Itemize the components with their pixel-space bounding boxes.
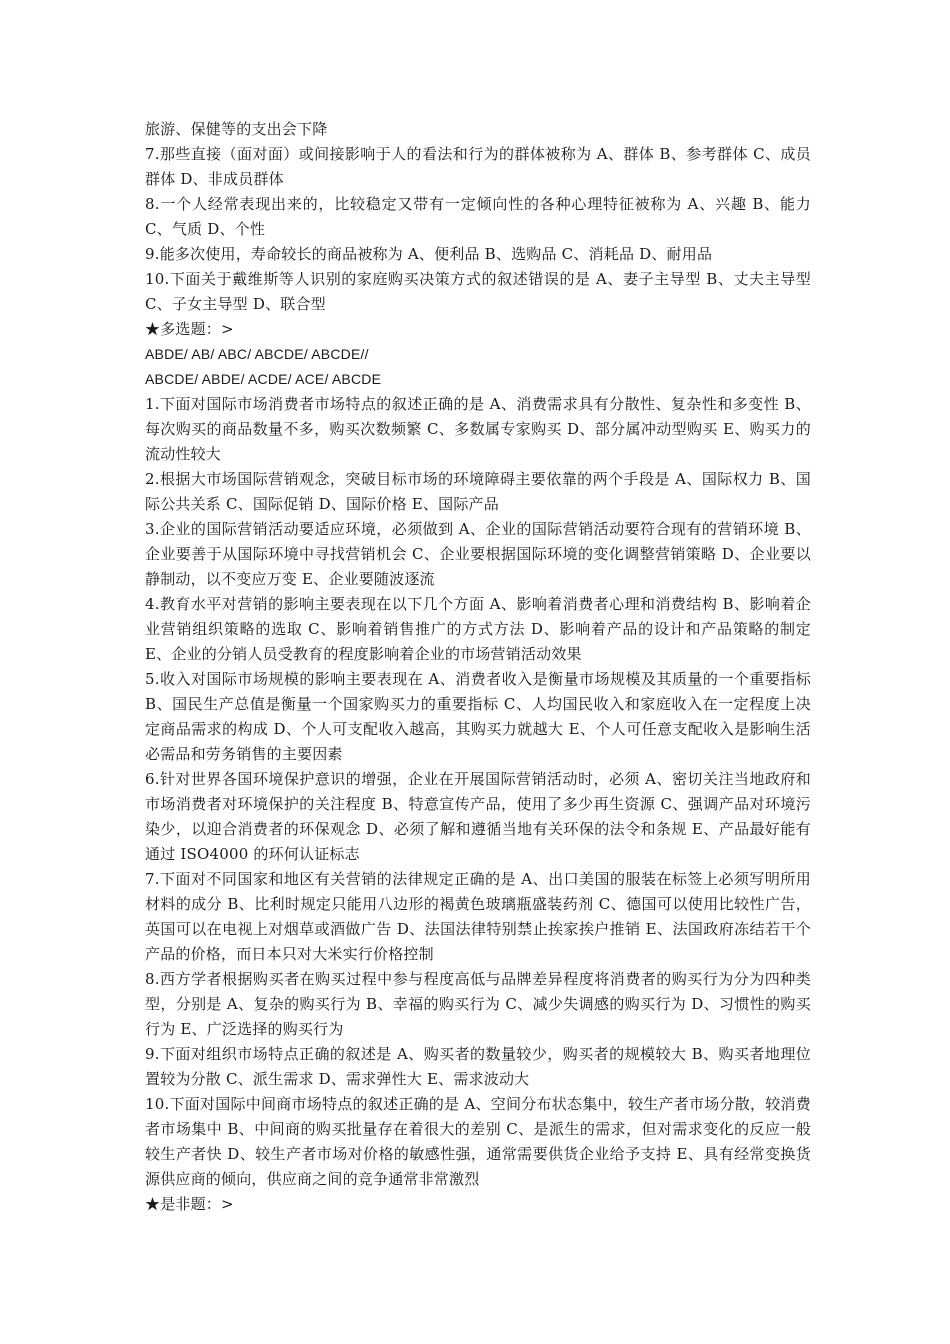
answer-key-line-1: ABDE/ AB/ ABC/ ABCDE/ ABCDE//: [145, 346, 369, 362]
question-single-8: 8.一个人经常表现出来的，比较稳定又带有一定倾向性的各种心理特征被称为 A、兴趣 B、能力 C、气质 D、个性: [145, 195, 811, 238]
question-multi-4: 4.教育水平对营销的影响主要表现在以下几个方面 A、影响着消费者心理和消费结构 B、影响着企业营销组织策略的选取 C、影响着销售推广的方式方法 D、影响着产品的设计和产品策略的制定 E、企业的分销人员受教育的程度影响着企业的市场营销活动效果: [145, 595, 811, 663]
document-page: [145, 117, 811, 1217]
question-single-10: 10.下面关于戴维斯等人识别的家庭购买决策方式的叙述错误的是 A、妻子主导型 B、丈夫主导型 C、子女主导型 D、联合型: [145, 270, 811, 313]
question-multi-3: 3.企业的国际营销活动要适应环境，必须做到 A、企业的国际营销活动要符合现有的营销环境 B、企业要善于从国际环境中寻找营销机会 C、企业要根据国际环境的变化调整营销策略 D、企业要以静制动，以不变应万变 E、企业要随波逐流: [145, 520, 811, 588]
question-multi-2: 2.根据大市场国际营销观念，突破目标市场的环境障碍主要依靠的两个手段是 A、国际权力 B、国际公共关系 C、国际促销 D、国际价格 E、国际产品: [145, 470, 811, 513]
question-multi-7: 7.下面对不同国家和地区有关营销的法律规定正确的是 A、出口美国的服装在标签上必须写明所用材料的成分 B、比利时规定只能用八边形的褐黄色玻璃瓶盛装药剂 C、德国可以使用比较性广告，英国可以在电视上对烟草或酒做广告 D、法国法律特别禁止挨家挨户推销 E、法国政府冻结若干个产品的价格，而日本只对大米实行价格控制: [145, 870, 811, 963]
question-multi-10: 10.下面对国际中间商市场特点的叙述正确的是 A、空间分布状态集中，较生产者市场分散，较消费者市场集中 B、中间商的购买批量存在着很大的差别 C、是派生的需求，但对需求变化的反应一般较生产者快 D、较生产者市场对价格的敏感性强，通常需要供货企业给予支持 E、具有经常变换货源供应商的倾向，供应商之间的竞争通常非常激烈: [145, 1095, 811, 1188]
section-heading-multiple-choice: ★多选题：>: [145, 320, 234, 338]
section-heading-true-false: ★是非题：>: [145, 1195, 234, 1213]
paragraph-continuation: 旅游、保健等的支出会下降: [145, 120, 328, 138]
question-single-7: 7.那些直接（面对面）或间接影响于人的看法和行为的群体被称为 A、群体 B、参考群体 C、成员群体 D、非成员群体: [145, 145, 811, 188]
question-multi-6: 6.针对世界各国环境保护意识的增强，企业在开展国际营销活动时，必须 A、密切关注当地政府和市场消费者对环境保护的关注程度 B、特意宣传产品，使用了多少再生资源 C、强调产品对环境污染少，以迎合消费者的环保观念 D、必须了解和遵循当地有关环保的法令和条规 E、产品最好能有通过 ISO4000 的环何认证标志: [145, 770, 811, 863]
question-single-9: 9.能多次使用，寿命较长的商品被称为 A、便利品 B、选购品 C、消耗品 D、耐用品: [145, 245, 713, 263]
answer-key-line-2: ABCDE/ ABDE/ ACDE/ ACE/ ABCDE: [145, 371, 382, 387]
question-multi-5: 5.收入对国际市场规模的影响主要表现在 A、消费者收入是衡量市场规模及其质量的一个重要指标 B、国民生产总值是衡量一个国家购买力的重要指标 C、人均国民收入和家庭收入在一定程度上决定商品需求的构成 D、个人可支配收入越高，其购买力就越大 E、个人可任意支配收入是影响生活必需品和劳务销售的主要因素: [145, 670, 811, 763]
question-multi-9: 9.下面对组织市场特点正确的叙述是 A、购买者的数量较少，购买者的规模较大 B、购买者地理位置较为分散 C、派生需求 D、需求弹性大 E、需求波动大: [145, 1045, 811, 1088]
question-multi-1: 1.下面对国际市场消费者市场特点的叙述正确的是 A、消费需求具有分散性、复杂性和多变性 B、每次购买的商品数量不多，购买次数频繁 C、多数属专家购买 D、部分属冲动型购买 E、购买力的流动性较大: [145, 395, 811, 463]
question-multi-8: 8.西方学者根据购买者在购买过程中参与程度高低与品牌差异程度将消费者的购买行为分为四种类型，分别是 A、复杂的购买行为 B、幸福的购买行为 C、减少失调感的购买行为 D、习惯性的购买行为 E、广泛选择的购买行为: [145, 970, 811, 1038]
